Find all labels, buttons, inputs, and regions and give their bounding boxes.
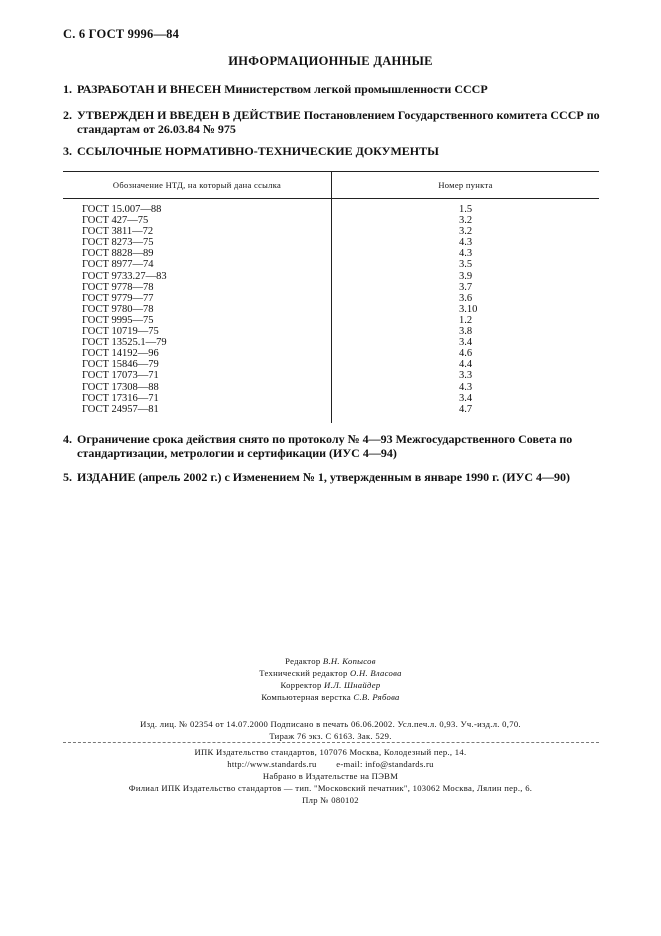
clause-cell: 4.6 bbox=[459, 348, 473, 360]
item-number: 4. bbox=[63, 432, 72, 446]
clause-cell: 3.10 bbox=[459, 303, 478, 315]
document-cell: ГОСТ 9780—78 bbox=[63, 304, 332, 315]
item-text: РАЗРАБОТАН И ВНЕСЕН Министерством легкой промышленности СССР bbox=[77, 82, 488, 96]
reference-table bbox=[63, 171, 599, 423]
document-cell: ГОСТ 14192—96 bbox=[63, 348, 332, 359]
print-info-line1: Изд. лиц. № 02354 от 14.07.2000 Подписано в печать 06.06.2002. Усл.печ.л. 0,93. Уч.-изд.л. 0,70. bbox=[140, 719, 521, 729]
document-cell: ГОСТ 24957—81 bbox=[63, 404, 332, 415]
credits-block bbox=[0, 655, 661, 703]
clause-cell: 4.3 bbox=[459, 248, 473, 260]
publisher-info bbox=[0, 746, 661, 806]
table-row bbox=[63, 293, 599, 304]
document-cell: ГОСТ 3811—72 bbox=[63, 226, 332, 237]
table-header-row bbox=[63, 172, 599, 199]
document-cell: ГОСТ 9733.27—83 bbox=[63, 271, 332, 282]
clause-cell: 3.3 bbox=[459, 370, 473, 382]
table-row bbox=[63, 282, 599, 293]
document-cell: ГОСТ 8977—74 bbox=[63, 259, 332, 270]
info-item-5 bbox=[63, 470, 603, 484]
document-cell: ГОСТ 427—75 bbox=[63, 215, 332, 226]
table-row bbox=[63, 315, 599, 326]
column-header-clause: Номер пункта bbox=[332, 172, 600, 199]
item-text: ИЗДАНИЕ (апрель 2002 г.) с Изменением № 1, утвержденным в январе 1990 г. (ИУС 4—90) bbox=[77, 470, 570, 484]
publisher-email: e-mail: info@standards.ru bbox=[336, 759, 434, 769]
item-text-line2: стандартизации, метрологии и сертификации (ИУС 4—94) bbox=[77, 446, 397, 460]
table-row bbox=[63, 204, 599, 215]
item-text: ССЫЛОЧНЫЕ НОРМАТИВНО-ТЕХНИЧЕСКИЕ ДОКУМЕНТЫ bbox=[77, 144, 439, 158]
table-row bbox=[63, 271, 599, 282]
clause-cell: 3.6 bbox=[459, 292, 473, 304]
clause-cell: 3.8 bbox=[459, 326, 473, 338]
typeset-note: Набрано в Издательстве на ПЭВМ bbox=[262, 771, 399, 781]
table-row bbox=[63, 326, 599, 337]
credit-tech-editor: Технический редактор О.Н. Власова bbox=[259, 668, 402, 678]
table-row bbox=[63, 348, 599, 359]
table-row bbox=[63, 382, 599, 393]
page-header: С. 6 ГОСТ 9996—84 bbox=[63, 27, 180, 41]
table-row bbox=[63, 237, 599, 248]
printing-branch: Филиал ИПК Издательство стандартов — тип. "Московский печатник", 103062 Москва, Лялин пер., 6. bbox=[128, 783, 533, 793]
publisher-url: http://www.standards.ru bbox=[227, 759, 317, 769]
item-text-line1: УТВЕРЖДЕН И ВВЕДЕН В ДЕЙСТВИЕ Постановлением Государственного комитета СССР по bbox=[77, 108, 600, 122]
clause-cell: 3.9 bbox=[459, 270, 473, 282]
table-row bbox=[63, 248, 599, 259]
document-cell: ГОСТ 8828—89 bbox=[63, 248, 332, 259]
credit-editor: Редактор В.Н. Копысов bbox=[285, 656, 376, 666]
credit-layout: Компьютерная верстка С.В. Рябова bbox=[261, 692, 400, 702]
table-row bbox=[63, 393, 599, 404]
clause-cell: 4.3 bbox=[459, 381, 473, 393]
clause-cell: 3.7 bbox=[459, 281, 473, 293]
item-number: 1. bbox=[63, 82, 72, 96]
clause-cell: 1.5 bbox=[459, 204, 473, 215]
clause-cell: 3.2 bbox=[459, 215, 473, 227]
print-info-line2: Тираж 76 экз. С 6163. Зак. 529. bbox=[269, 731, 392, 741]
table-row bbox=[63, 215, 599, 226]
clause-cell: 4.7 bbox=[459, 403, 473, 415]
document-cell: ГОСТ 13525.1—79 bbox=[63, 337, 332, 348]
document-cell: ГОСТ 10719—75 bbox=[63, 326, 332, 337]
clause-cell: 3.2 bbox=[459, 226, 473, 238]
item-number: 3. bbox=[63, 144, 72, 158]
document-cell: ГОСТ 9995—75 bbox=[63, 315, 332, 326]
table-row bbox=[63, 404, 599, 415]
table-row bbox=[63, 226, 599, 237]
info-item-1 bbox=[63, 82, 603, 96]
document-cell: ГОСТ 15846—79 bbox=[63, 359, 332, 370]
table-row bbox=[63, 359, 599, 370]
clause-cell: 3.4 bbox=[459, 392, 473, 404]
clause-cell: 4.4 bbox=[459, 359, 473, 371]
document-cell: ГОСТ 9779—77 bbox=[63, 293, 332, 304]
item-text-line1: Ограничение срока действия снято по протоколу № 4—93 Межгосударственного Совета по bbox=[77, 432, 573, 446]
dashed-divider bbox=[63, 742, 599, 743]
item-number: 2. bbox=[63, 108, 72, 122]
item-text-line2: стандартам от 26.03.84 № 975 bbox=[77, 122, 236, 136]
credit-corrector: Корректор И.Л. Шнайдер bbox=[280, 680, 381, 690]
document-cell: ГОСТ 17308—88 bbox=[63, 382, 332, 393]
table-row bbox=[63, 370, 599, 381]
document-cell: ГОСТ 17316—71 bbox=[63, 393, 332, 404]
license-number: Плр № 080102 bbox=[302, 795, 359, 805]
clause-cell: 1.2 bbox=[459, 314, 473, 326]
table-row bbox=[63, 259, 599, 270]
info-item-4 bbox=[63, 432, 603, 460]
column-header-document: Обозначение НТД, на который дана ссылка bbox=[63, 172, 332, 199]
item-number: 5. bbox=[63, 470, 72, 484]
info-item-3 bbox=[63, 144, 603, 158]
table-row bbox=[63, 337, 599, 348]
clause-cell: 3.4 bbox=[459, 337, 473, 349]
document-cell: ГОСТ 17073—71 bbox=[63, 370, 332, 381]
document-cell: ГОСТ 8273—75 bbox=[63, 237, 332, 248]
section-title: ИНФОРМАЦИОННЫЕ ДАННЫЕ bbox=[228, 54, 433, 68]
print-info bbox=[0, 718, 661, 742]
clause-cell: 3.5 bbox=[459, 259, 473, 271]
table-row bbox=[63, 304, 599, 315]
publisher-contacts bbox=[0, 758, 661, 770]
info-item-2 bbox=[63, 108, 603, 136]
publisher-address: ИПК Издательство стандартов, 107076 Москва, Колодезный пер., 14. bbox=[194, 747, 467, 757]
document-cell: ГОСТ 9778—78 bbox=[63, 282, 332, 293]
clause-cell: 4.3 bbox=[459, 237, 473, 249]
document-cell: ГОСТ 15.007—88 bbox=[63, 204, 332, 215]
